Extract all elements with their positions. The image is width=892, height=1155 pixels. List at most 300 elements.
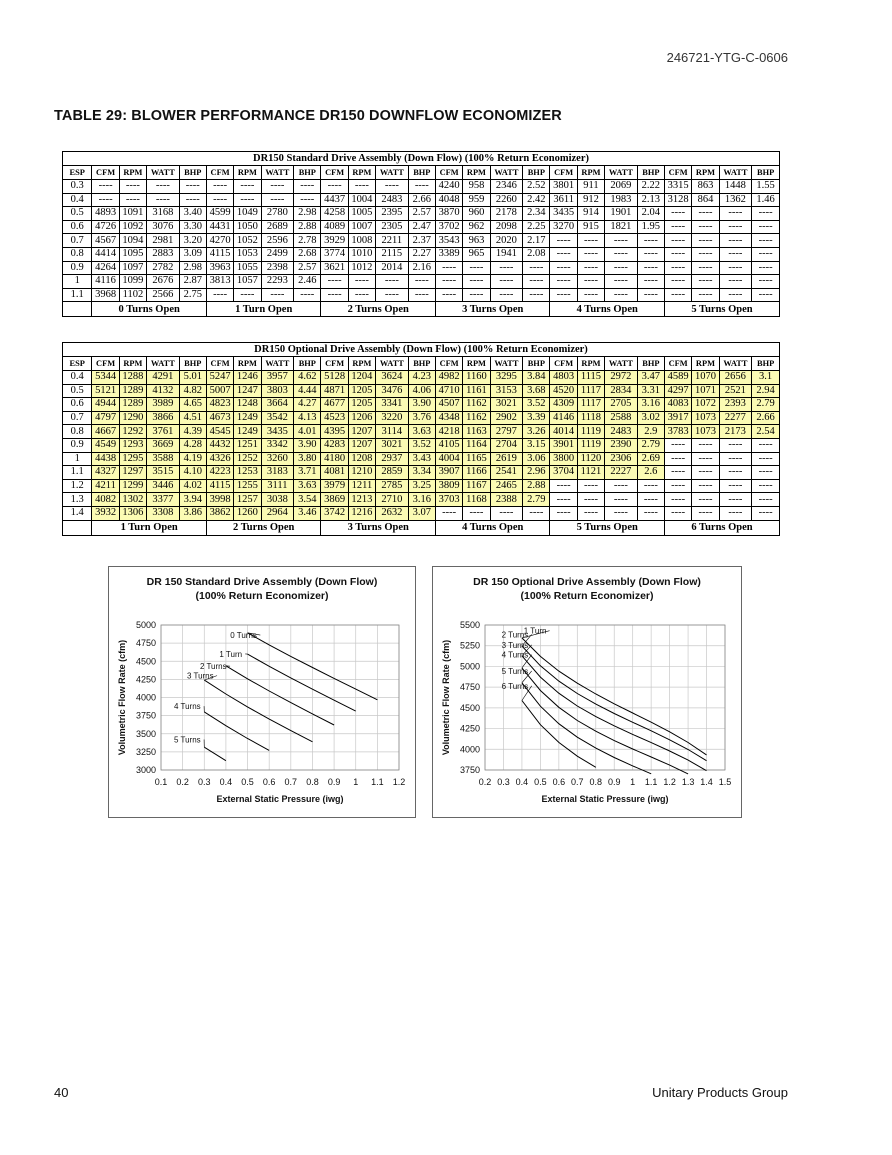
table-cell: 3968 — [92, 288, 119, 302]
table-cell: ---- — [752, 466, 780, 480]
turns-open-label: 1 Turn Open — [92, 520, 207, 535]
column-header: CFM — [206, 166, 233, 180]
table-cell: 4823 — [206, 398, 233, 412]
table-cell: 3704 — [550, 466, 577, 480]
table-cell: 1049 — [234, 207, 261, 221]
table-cell: 3.68 — [523, 384, 550, 398]
table-cell: ---- — [752, 479, 780, 493]
table-cell: 1206 — [348, 411, 375, 425]
table-cell: 2619 — [490, 452, 523, 466]
table-cell: ---- — [719, 493, 752, 507]
table-cell: ---- — [523, 275, 550, 289]
column-header: CFM — [435, 357, 462, 371]
table-cell: ---- — [665, 234, 692, 248]
table-cell: 4270 — [206, 234, 233, 248]
series-label: 2 Turns — [501, 630, 529, 640]
table-cell: ---- — [577, 506, 604, 520]
table-cell: 958 — [463, 180, 490, 194]
table-cell: 1207 — [348, 425, 375, 439]
table-cell: 3542 — [261, 411, 294, 425]
table-cell: 5121 — [92, 384, 119, 398]
table-cell: ---- — [147, 180, 180, 194]
table-cell: 4348 — [435, 411, 462, 425]
table-cell: ---- — [752, 506, 780, 520]
table-cell: 1292 — [119, 425, 146, 439]
table-cell: 1160 — [463, 371, 490, 385]
standard-drive-table — [62, 151, 780, 317]
table-cell: 1.95 — [637, 220, 664, 234]
table-cell: 2656 — [719, 371, 752, 385]
y-tick-label: 5000 — [135, 620, 156, 630]
table-cell: ---- — [637, 261, 664, 275]
table-cell: 1216 — [348, 506, 375, 520]
table-cell: 1293 — [119, 438, 146, 452]
series-line — [204, 712, 269, 751]
table-cell: 911 — [577, 180, 604, 194]
table-cell: 2.52 — [523, 180, 550, 194]
table-cell: 1295 — [119, 452, 146, 466]
table-cell: 3128 — [665, 193, 692, 207]
table-cell: 4.01 — [294, 425, 321, 439]
table-cell: 2705 — [605, 398, 638, 412]
table-cell: 3809 — [435, 479, 462, 493]
table-cell: ---- — [523, 506, 550, 520]
table-cell: 2981 — [147, 234, 180, 248]
table-cell: 1901 — [605, 207, 638, 221]
table-cell: ---- — [605, 288, 638, 302]
table-cell: 4549 — [92, 438, 119, 452]
table-cell: 3703 — [435, 493, 462, 507]
table-cell: 3.07 — [408, 506, 435, 520]
table-cell: ---- — [719, 207, 752, 221]
table-cell: 1163 — [463, 425, 490, 439]
table-cell: ---- — [463, 275, 490, 289]
table-cell: 3.90 — [408, 398, 435, 412]
table-cell: 4432 — [206, 438, 233, 452]
table-cell: 3.25 — [408, 479, 435, 493]
table-cell: ---- — [408, 180, 435, 194]
column-header: WATT — [261, 357, 294, 371]
table-cell: ---- — [692, 234, 719, 248]
table-cell: 1.55 — [752, 180, 780, 194]
table-cell: 4893 — [92, 207, 119, 221]
table-cell: ---- — [261, 193, 294, 207]
table-cell: 1161 — [463, 384, 490, 398]
table-cell: ---- — [605, 234, 638, 248]
table-cell: ---- — [692, 288, 719, 302]
table-cell: 3783 — [665, 425, 692, 439]
table-cell: 3389 — [435, 247, 462, 261]
table-cell: 3.43 — [408, 452, 435, 466]
table-cell: ---- — [523, 261, 550, 275]
table-cell: ---- — [719, 288, 752, 302]
table-cell: 2.22 — [637, 180, 664, 194]
table-cell: 3813 — [206, 275, 233, 289]
table-cell: ---- — [376, 288, 409, 302]
table-cell: ---- — [348, 180, 375, 194]
table-cell: 1092 — [119, 220, 146, 234]
table-cell: 3870 — [435, 207, 462, 221]
table-cell: 4297 — [665, 384, 692, 398]
table-cell: 2293 — [261, 275, 294, 289]
table-title: TABLE 29: BLOWER PERFORMANCE DR150 DOWNFLOW ECONOMIZER — [54, 108, 562, 124]
table-cell: 1012 — [348, 261, 375, 275]
table-row — [63, 384, 780, 398]
table-cell: 2588 — [605, 411, 638, 425]
table-cell: 3621 — [321, 261, 348, 275]
table-cell: 3742 — [321, 506, 348, 520]
table-cell: 3341 — [376, 398, 409, 412]
table-row — [63, 247, 780, 261]
table-cell: ---- — [605, 275, 638, 289]
esp-cell: 1.2 — [63, 479, 92, 493]
table-row — [63, 193, 780, 207]
table-cell: ---- — [348, 288, 375, 302]
table-cell: 3.54 — [294, 493, 321, 507]
table-cell: 3998 — [206, 493, 233, 507]
x-tick-label: 1.3 — [681, 777, 695, 787]
table-cell: 2710 — [376, 493, 409, 507]
table-cell: 3901 — [550, 438, 577, 452]
table-cell: ---- — [294, 288, 321, 302]
table-cell: ---- — [665, 438, 692, 452]
table-cell: ---- — [577, 275, 604, 289]
table-cell: ---- — [637, 506, 664, 520]
column-header: WATT — [147, 357, 180, 371]
column-header: BHP — [294, 357, 321, 371]
chart-subtitle: (100% Return Economizer) — [520, 590, 654, 602]
table-cell: 2.79 — [523, 493, 550, 507]
table-cell: 1119 — [577, 438, 604, 452]
table-cell: 1119 — [577, 425, 604, 439]
table-cell: ---- — [376, 275, 409, 289]
table-cell: 3702 — [435, 220, 462, 234]
table-cell: 1162 — [463, 398, 490, 412]
table-cell: 1302 — [119, 493, 146, 507]
esp-cell: 0.4 — [63, 371, 92, 385]
company-name: Unitary Products Group — [652, 1085, 788, 1100]
table-cell: 4726 — [92, 220, 119, 234]
table-cell: 2.79 — [752, 398, 780, 412]
table-cell: 1099 — [119, 275, 146, 289]
table-cell: 2834 — [605, 384, 638, 398]
column-header: WATT — [719, 357, 752, 371]
table-cell: 3.76 — [408, 411, 435, 425]
table-cell: 2.94 — [752, 384, 780, 398]
table-cell: ---- — [550, 261, 577, 275]
table-cell: ---- — [550, 479, 577, 493]
table-cell: ---- — [435, 506, 462, 520]
table-cell: ---- — [752, 220, 780, 234]
table-cell: 3.39 — [523, 411, 550, 425]
table-cell: 2.78 — [294, 234, 321, 248]
table-cell: ---- — [637, 288, 664, 302]
table-cell: ---- — [206, 180, 233, 194]
table-cell: 4.39 — [179, 425, 206, 439]
column-header: RPM — [577, 357, 604, 371]
table-cell: 5.01 — [179, 371, 206, 385]
table-cell: 1008 — [348, 234, 375, 248]
table-cell: 3669 — [147, 438, 180, 452]
table-cell: ---- — [550, 493, 577, 507]
table-cell: 3.52 — [408, 438, 435, 452]
table-cell: 2.42 — [523, 193, 550, 207]
y-tick-label: 4000 — [135, 692, 156, 703]
table-cell: 1210 — [348, 466, 375, 480]
table-cell: 3260 — [261, 452, 294, 466]
table-cell: 3.80 — [294, 452, 321, 466]
table-cell: ---- — [665, 506, 692, 520]
table-cell: 3.84 — [523, 371, 550, 385]
table-cell: 2.69 — [637, 452, 664, 466]
table-cell: ---- — [665, 452, 692, 466]
table-cell: 2.79 — [637, 438, 664, 452]
table-cell: ---- — [637, 247, 664, 261]
optional-drive-table — [62, 342, 780, 536]
series-label: 1 Turn — [523, 626, 547, 636]
x-tick-label: 0.4 — [219, 777, 233, 787]
table-cell: ---- — [752, 234, 780, 248]
table-cell: 1097 — [119, 261, 146, 275]
x-axis-label: External Static Pressure (iwg) — [541, 794, 669, 804]
table-cell: 912 — [577, 193, 604, 207]
table-cell: 1255 — [234, 479, 261, 493]
column-header: CFM — [92, 166, 119, 180]
table-cell: 1246 — [234, 371, 261, 385]
table-cell: 3308 — [147, 506, 180, 520]
y-axis-label: Volumetric Flow Rate (cfm) — [117, 639, 127, 756]
table-cell: ---- — [719, 506, 752, 520]
table-cell: 2346 — [490, 180, 523, 194]
table-cell: 2483 — [605, 425, 638, 439]
table-cell: 3021 — [490, 398, 523, 412]
table-row — [63, 411, 780, 425]
table-cell: ---- — [179, 180, 206, 194]
table-cell: 4.28 — [179, 438, 206, 452]
table-cell: 1306 — [119, 506, 146, 520]
table-cell: 2.98 — [294, 207, 321, 221]
table-cell: 4082 — [92, 493, 119, 507]
table-cell: 2.08 — [523, 247, 550, 261]
table-cell: 1165 — [463, 452, 490, 466]
table-cell: 3111 — [261, 479, 294, 493]
table-cell: 3.63 — [294, 479, 321, 493]
table-cell: 4.23 — [408, 371, 435, 385]
column-header: RPM — [348, 166, 375, 180]
y-tick-label: 5250 — [459, 640, 480, 651]
table-cell: 3.20 — [179, 234, 206, 248]
optional-drive-chart — [432, 566, 742, 818]
table-cell: 1.46 — [752, 193, 780, 207]
table-cell: 1120 — [577, 452, 604, 466]
table-cell: 2541 — [490, 466, 523, 480]
table-cell: 4116 — [92, 275, 119, 289]
column-header: BHP — [408, 166, 435, 180]
table-cell: 3957 — [261, 371, 294, 385]
table-cell: 4211 — [92, 479, 119, 493]
esp-header: ESP — [63, 166, 92, 180]
table-cell: 960 — [463, 207, 490, 221]
table-cell: 2014 — [376, 261, 409, 275]
column-header: CFM — [665, 166, 692, 180]
table-cell: 4567 — [92, 234, 119, 248]
table-cell: 2306 — [605, 452, 638, 466]
table-cell: 3342 — [261, 438, 294, 452]
table-row — [63, 425, 780, 439]
table-cell: ---- — [92, 180, 119, 194]
table-cell: 2937 — [376, 452, 409, 466]
document-id: 246721-YTG-C-0606 — [666, 50, 788, 65]
table-row — [63, 220, 780, 234]
turns-open-label: 1 Turn Open — [206, 302, 321, 317]
table-cell: ---- — [692, 506, 719, 520]
table-cell: 4264 — [92, 261, 119, 275]
table-cell: 2566 — [147, 288, 180, 302]
table-cell: 1053 — [234, 247, 261, 261]
table-cell: ---- — [408, 288, 435, 302]
table-cell: 2098 — [490, 220, 523, 234]
table-cell: ---- — [692, 479, 719, 493]
table-cell: 1205 — [348, 384, 375, 398]
table-cell: 4599 — [206, 207, 233, 221]
table-cell: ---- — [435, 261, 462, 275]
x-tick-label: 0.7 — [571, 777, 584, 787]
table-cell: ---- — [605, 506, 638, 520]
column-header: BHP — [523, 166, 550, 180]
column-header: WATT — [376, 166, 409, 180]
table-cell: 2902 — [490, 411, 523, 425]
table-cell: 4395 — [321, 425, 348, 439]
table-cell: 4089 — [321, 220, 348, 234]
table-cell: 3.63 — [408, 425, 435, 439]
table-cell: 1073 — [692, 411, 719, 425]
table-cell: 1249 — [234, 425, 261, 439]
table-cell: 4240 — [435, 180, 462, 194]
table-cell: 5007 — [206, 384, 233, 398]
table-cell: 1251 — [234, 438, 261, 452]
table-cell: 4677 — [321, 398, 348, 412]
column-header: WATT — [719, 166, 752, 180]
table-cell: 2632 — [376, 506, 409, 520]
esp-cell: 0.7 — [63, 411, 92, 425]
series-label: 4 Turns — [173, 702, 201, 712]
column-header: RPM — [348, 357, 375, 371]
table-cell: 3.47 — [637, 371, 664, 385]
table-cell: ---- — [490, 275, 523, 289]
footer-blank — [63, 520, 92, 535]
esp-cell: 1.1 — [63, 288, 92, 302]
table-cell: 1010 — [348, 247, 375, 261]
table-cell: 5344 — [92, 371, 119, 385]
table-cell: 3624 — [376, 371, 409, 385]
table-cell: ---- — [719, 247, 752, 261]
table-cell: 2.9 — [637, 425, 664, 439]
table-cell: ---- — [719, 479, 752, 493]
table-cell: 2.68 — [294, 247, 321, 261]
table-cell: ---- — [692, 452, 719, 466]
table-cell: 2.66 — [752, 411, 780, 425]
table-cell: ---- — [147, 193, 180, 207]
table-cell: ---- — [692, 261, 719, 275]
table-cell: ---- — [490, 506, 523, 520]
table-cell: 4115 — [206, 247, 233, 261]
table-cell: ---- — [577, 247, 604, 261]
table-cell: 1055 — [234, 261, 261, 275]
table-cell: ---- — [692, 220, 719, 234]
table-cell: 1257 — [234, 493, 261, 507]
table-cell: 3114 — [376, 425, 409, 439]
x-tick-label: 0.2 — [176, 777, 189, 787]
table-cell: 2.25 — [523, 220, 550, 234]
y-tick-label: 4250 — [459, 723, 480, 734]
table-cell: ---- — [692, 247, 719, 261]
table-cell: ---- — [665, 207, 692, 221]
table-cell: 3.06 — [523, 452, 550, 466]
table-cell: 963 — [463, 234, 490, 248]
table-cell: ---- — [665, 288, 692, 302]
x-tick-label: 0.7 — [284, 777, 298, 787]
table-cell: 2178 — [490, 207, 523, 221]
table-cell: 4327 — [92, 466, 119, 480]
table-cell: ---- — [376, 180, 409, 194]
x-tick-label: 0.3 — [198, 777, 211, 787]
table-cell: 3270 — [550, 220, 577, 234]
column-header: BHP — [179, 357, 206, 371]
table-cell: ---- — [234, 193, 261, 207]
table-cell: 4283 — [321, 438, 348, 452]
table-cell: 2390 — [605, 438, 638, 452]
turns-open-label: 4 Turns Open — [550, 302, 665, 317]
table-row — [63, 288, 780, 302]
series-label: 3 Turns — [501, 640, 529, 650]
table-cell: 2020 — [490, 234, 523, 248]
series-label: 0 Turns — [230, 631, 257, 641]
table-cell: 4803 — [550, 371, 577, 385]
table-cell: 3761 — [147, 425, 180, 439]
table-cell: 3183 — [261, 466, 294, 480]
table-cell: 4431 — [206, 220, 233, 234]
table-cell: 2596 — [261, 234, 294, 248]
table-cell: 2398 — [261, 261, 294, 275]
table-cell: ---- — [692, 466, 719, 480]
table-cell: 1007 — [348, 220, 375, 234]
table-cell: ---- — [692, 438, 719, 452]
table-cell: 1253 — [234, 466, 261, 480]
table-cell: 3.16 — [408, 493, 435, 507]
table-cell: 3611 — [550, 193, 577, 207]
x-tick-label: 1 — [630, 777, 636, 787]
table-cell: 3.71 — [294, 466, 321, 480]
table-cell: 4.10 — [179, 466, 206, 480]
turns-open-label: 0 Turns Open — [92, 302, 207, 317]
table-cell: 959 — [463, 193, 490, 207]
series-line — [248, 654, 356, 711]
series-label: 4 Turns — [501, 650, 529, 660]
table-cell: 2.57 — [408, 207, 435, 221]
table-cell: 1211 — [348, 479, 375, 493]
table-cell: 3543 — [435, 234, 462, 248]
table-cell: 3.26 — [523, 425, 550, 439]
table-cell: 4673 — [206, 411, 233, 425]
table-cell: 3664 — [261, 398, 294, 412]
table-cell: 4797 — [92, 411, 119, 425]
turns-open-label: 5 Turns Open — [665, 302, 780, 317]
column-header: WATT — [376, 357, 409, 371]
table-cell: 2.46 — [294, 275, 321, 289]
table-cell: 3932 — [92, 506, 119, 520]
y-axis-label: Volumetric Flow Rate (cfm) — [441, 639, 451, 756]
column-header: RPM — [692, 166, 719, 180]
